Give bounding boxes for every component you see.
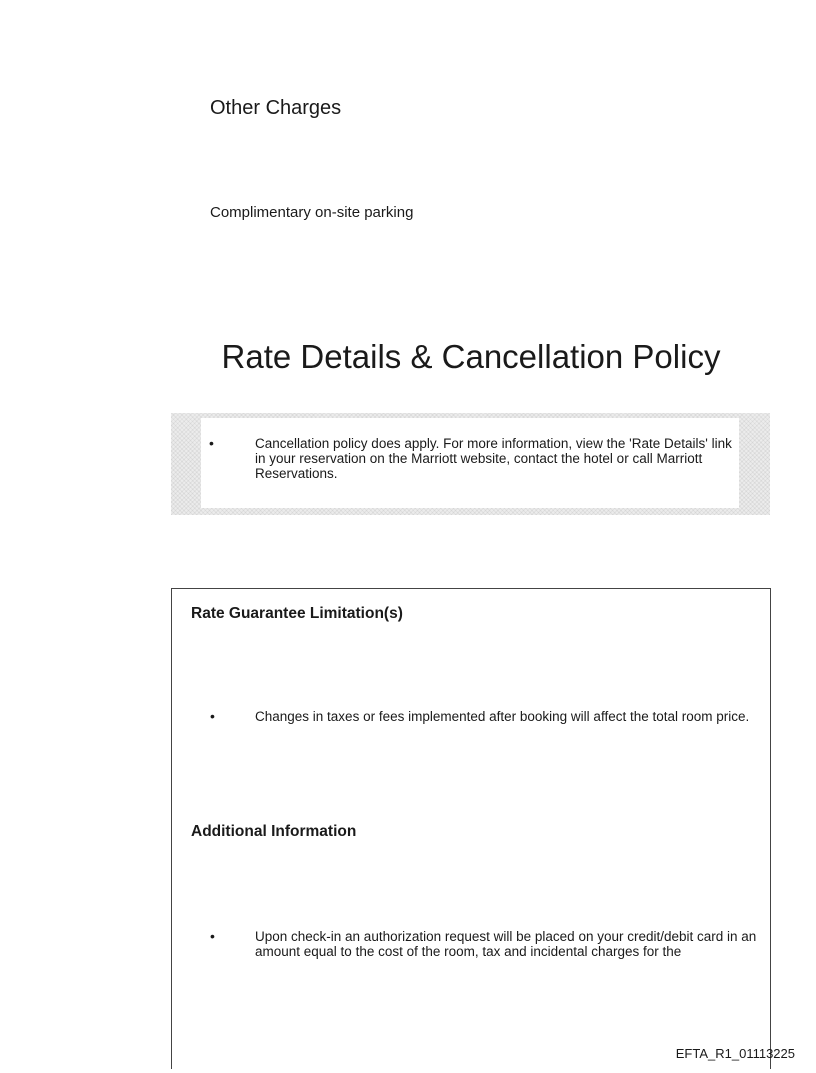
document-id: EFTA_R1_01113225: [675, 1046, 795, 1061]
additional-information-text: Upon check-in an authorization request will be placed on your credit/debit card in an amount equal to the cost of the room, tax and incidental charges for the: [255, 929, 757, 959]
cancellation-policy-inner: [201, 418, 739, 508]
parking-info: Complimentary on-site parking: [210, 204, 414, 221]
rate-guarantee-text: Changes in taxes or fees implemented after booking will affect the total room price.: [255, 709, 750, 724]
cancellation-policy-box: [171, 413, 770, 515]
bullet-icon: •: [209, 435, 214, 451]
bullet-icon: •: [210, 708, 215, 724]
cancellation-policy-text: Cancellation policy does apply. For more information, view the 'Rate Details' link in your reservation on the Marriott website, contact the hotel or call Marriott Reservations.: [255, 436, 732, 481]
rate-guarantee-heading: Rate Guarantee Limitation(s): [191, 605, 403, 622]
policy-info-box: [171, 588, 771, 1069]
additional-information-heading: Additional Information: [191, 823, 357, 840]
other-charges-heading: Other Charges: [210, 97, 342, 119]
rate-details-heading: Rate Details & Cancellation Policy: [221, 338, 721, 375]
bullet-icon: •: [210, 928, 215, 944]
